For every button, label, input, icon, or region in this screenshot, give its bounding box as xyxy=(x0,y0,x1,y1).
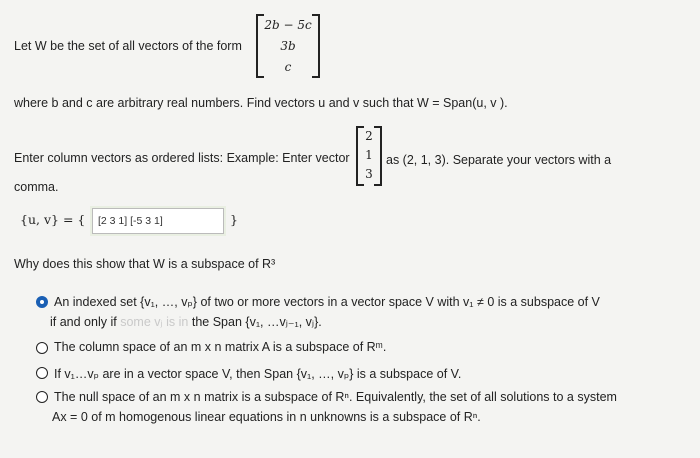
option-4-line-1[interactable]: The null space of an m x n matrix is a subspace of Rⁿ. Equivalently, the set of all solutions to a system xyxy=(54,390,617,404)
option-1-line-2[interactable] xyxy=(50,314,322,329)
matrix-entry-1: 2b − 5c xyxy=(264,18,312,32)
option-4-radio[interactable] xyxy=(36,391,48,403)
option-2-radio[interactable] xyxy=(36,342,48,354)
question-2-text: Why does this show that W is a subspace of R³ xyxy=(14,257,276,271)
answer-lhs: {u, v} = { xyxy=(20,212,86,227)
example-vector-matrix xyxy=(356,126,382,186)
example-entry-3: 3 xyxy=(365,167,373,181)
option-3-radio[interactable] xyxy=(36,367,48,379)
answer-input-box[interactable] xyxy=(92,208,224,234)
instruction-text-cont: as (2, 1, 3). Separate your vectors with a xyxy=(386,153,612,167)
matrix-entry-2: 3b xyxy=(280,39,296,53)
answer-input[interactable] xyxy=(98,210,218,232)
instruction-text: Enter column vectors as ordered lists: Example: Enter vector xyxy=(14,151,350,165)
matrix-entry-3: c xyxy=(284,60,292,74)
option-1-text-faded: some vⱼ is in xyxy=(120,315,189,329)
option-4-line-2[interactable]: Ax = 0 of m homogenous linear equations in n unknowns is a subspace of Rⁿ. xyxy=(52,410,481,424)
option-1-line-1[interactable]: An indexed set {v₁, …, vₚ} of two or more vectors in a vector space V with v₁ ≠ 0 is a subspace of V xyxy=(54,295,600,309)
example-entry-2: 1 xyxy=(365,148,373,162)
option-1-text-a: if and only if xyxy=(50,315,117,329)
option-2-label[interactable]: The column space of an m x n matrix A is a subspace of Rᵐ. xyxy=(54,340,387,354)
option-1-text-c: the Span {v₁, …vⱼ₋₁, vⱼ}. xyxy=(191,315,322,329)
answer-rhs: } xyxy=(230,212,238,227)
instruction-comma: comma. xyxy=(14,180,59,194)
example-entry-1: 2 xyxy=(365,129,373,143)
option-1-radio[interactable] xyxy=(36,296,48,308)
question-line-2: where b and c are arbitrary real numbers. Find vectors u and v such that W = Span(u, v ). xyxy=(14,96,508,110)
question-lead-text: Let W be the set of all vectors of the form xyxy=(14,39,242,53)
option-3-label[interactable]: If v₁…vₚ are in a vector space V, then Span {v₁, …, vₚ} is a subspace of V. xyxy=(54,367,462,381)
vector-form-matrix xyxy=(256,14,320,78)
